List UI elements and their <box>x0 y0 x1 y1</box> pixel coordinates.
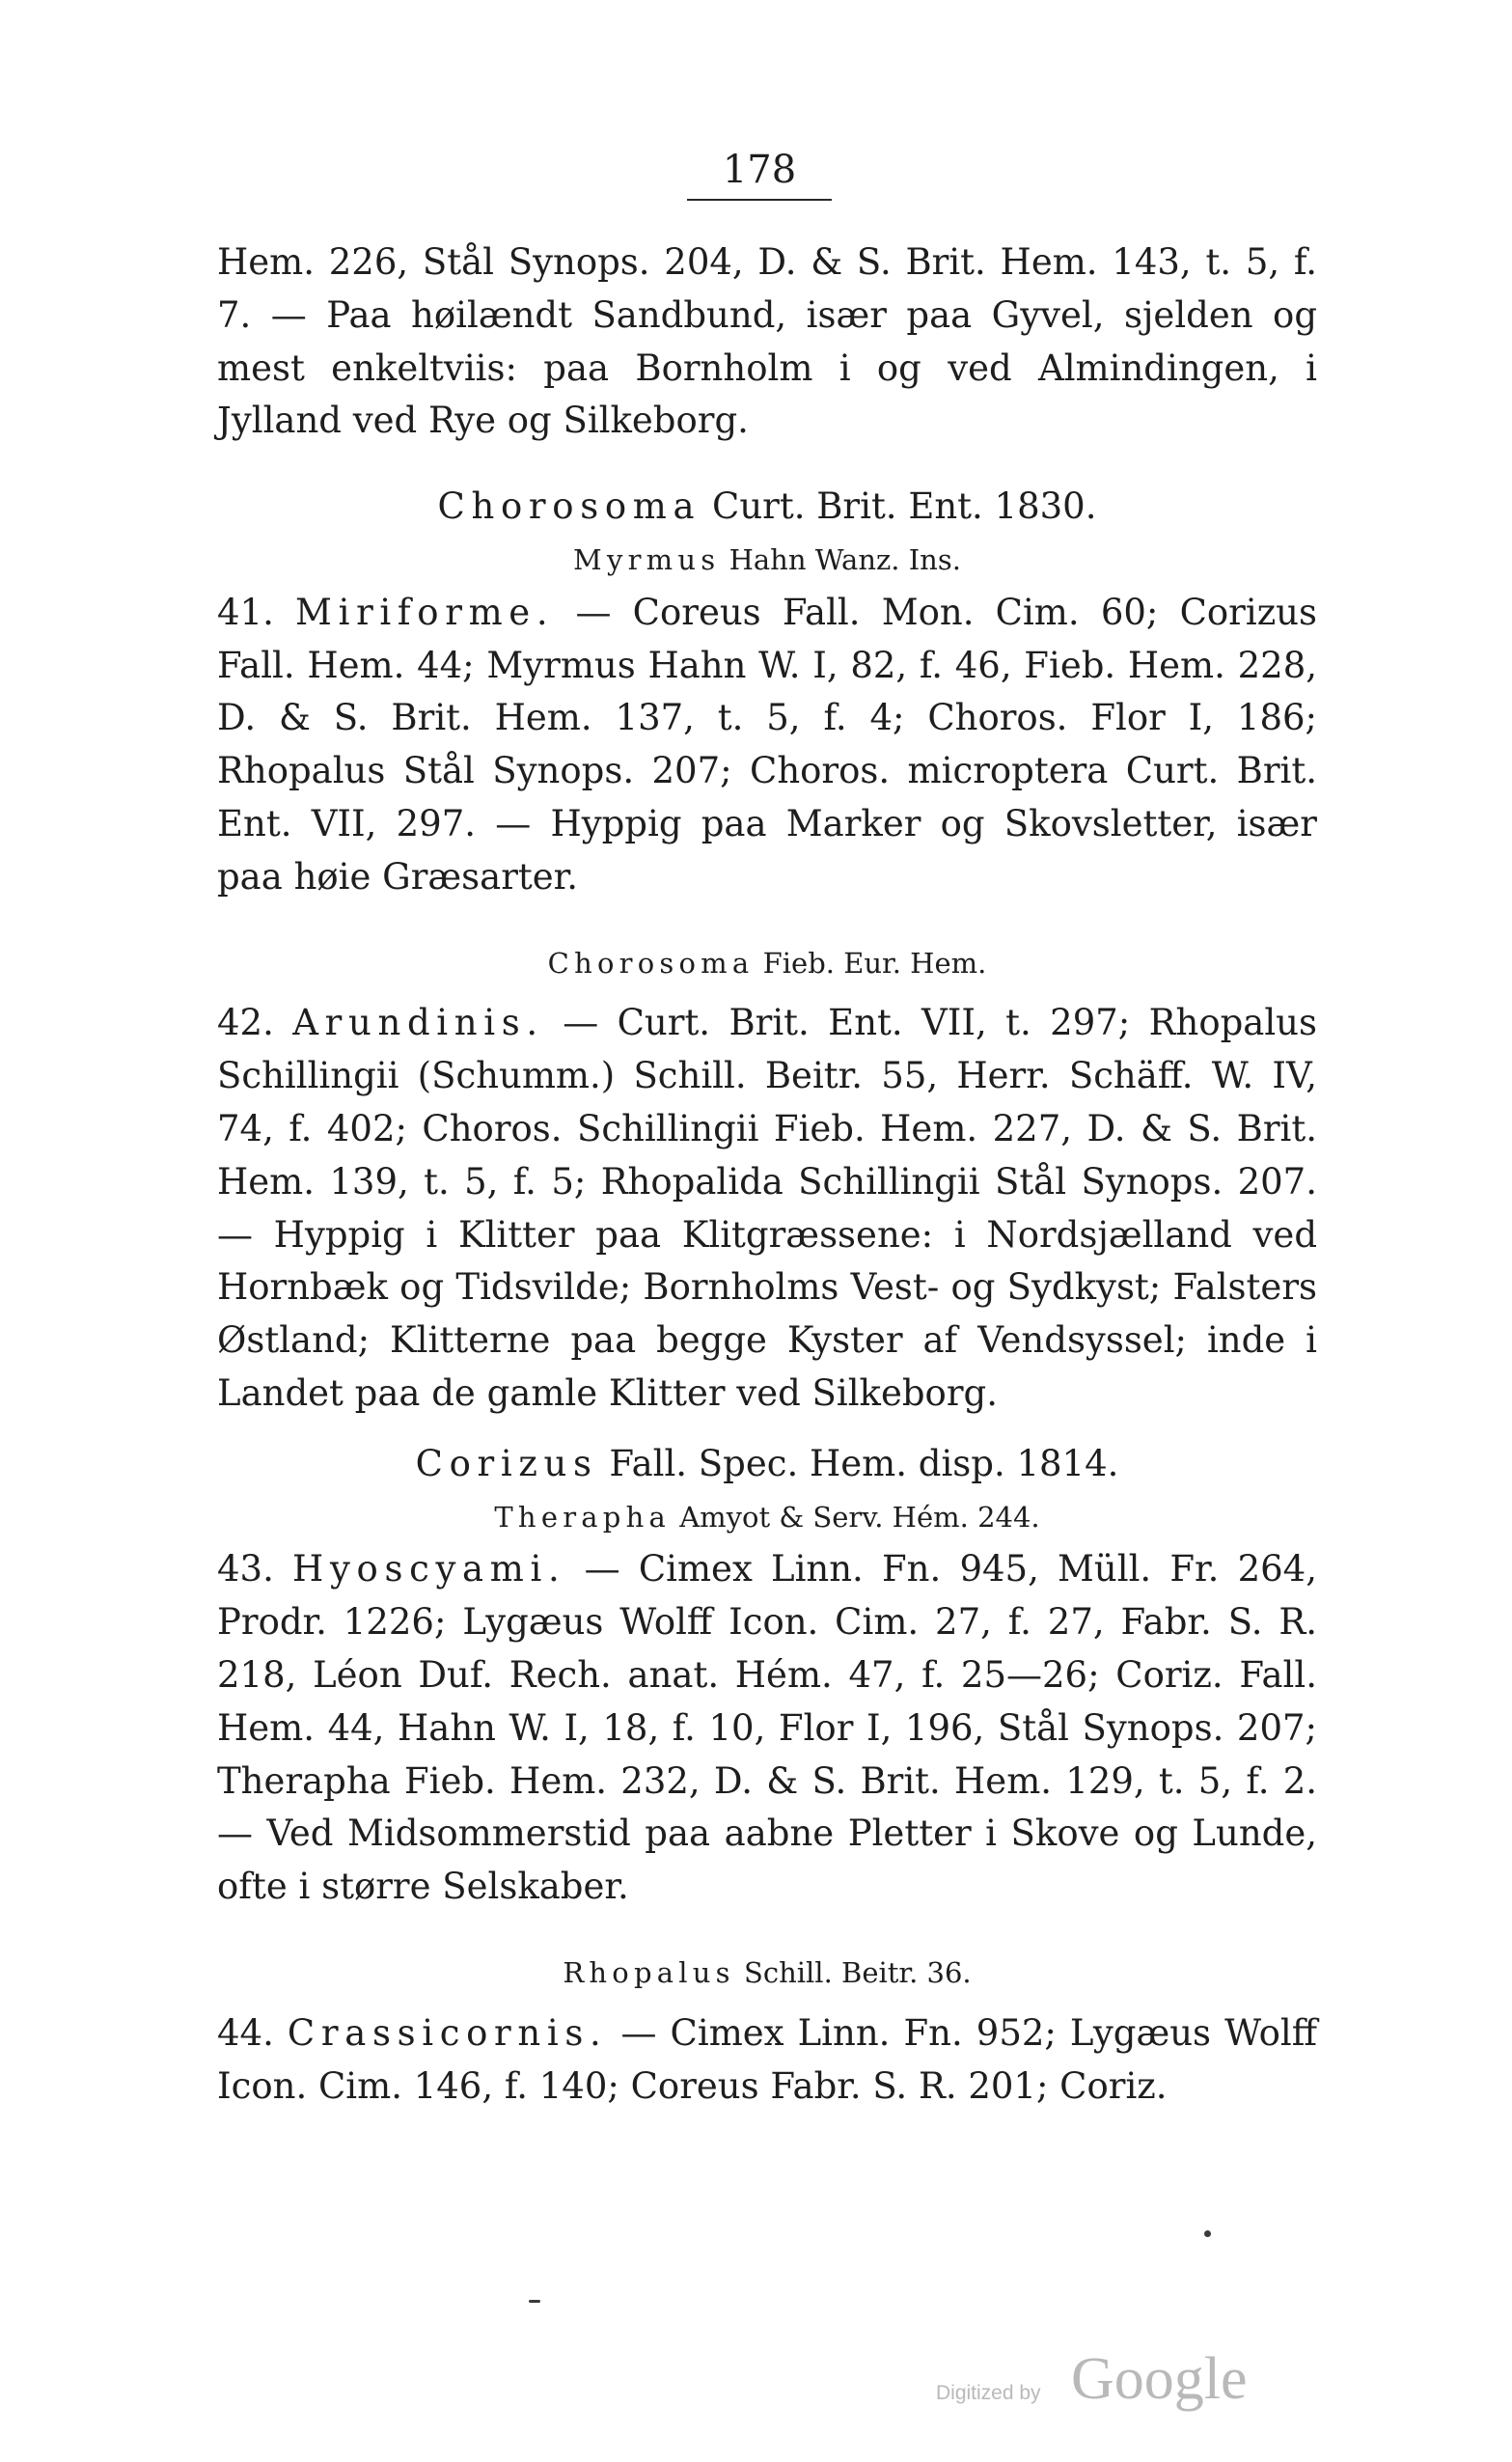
subgenus-name: Chorosoma <box>547 946 755 980</box>
species-entry-44 <box>217 2007 1317 2114</box>
subgenus-heading-chorosoma <box>217 937 1317 990</box>
subgenus-name: Therapha <box>494 1500 671 1534</box>
subgenus-citation: Fieb. Eur. Hem. <box>754 946 987 980</box>
species-entry-41 <box>217 587 1317 904</box>
page-body <box>217 236 1317 2113</box>
species-text: — Coreus Fall. Mon. Cim. 60; Corizus Fall. Hem. 44; Myrmus Hahn W. I, 82, f. 46, Fieb. Hem. 228, D. & S. Brit. Hem. 137, t. 5, f. 4; Choros. Flor I, 186; Rhopalus Stål Synops. 207; Choros. microptera Curt. Brit. Ent. VII, 297. — Hyppig paa Marker og Skovsletter, især paa høie Græsarter. <box>217 591 1318 898</box>
subgenus-name: Myrmus <box>573 542 721 576</box>
species-number: 42. <box>217 1002 293 1044</box>
subgenus-citation: Amyot & Serv. Hém. 244. <box>671 1500 1040 1534</box>
genus-citation: Curt. Brit. Ent. 1830. <box>701 485 1097 528</box>
page-number-rule <box>687 199 832 201</box>
genus-name: Chorosoma <box>437 485 701 528</box>
spacer <box>217 1421 1317 1438</box>
spacer <box>217 2000 1317 2007</box>
subgenus-citation: Hahn Wanz. Ins. <box>720 542 961 576</box>
watermark-prefix: Digitized by <box>936 2382 1041 2404</box>
paragraph-continuation: Hem. 226, Stål Synops. 204, D. & S. Brit. Hem. 143, t. 5, f. 7. — Paa høilændt Sandbund, især paa Gyvel, sjelden og mest enkeltviis: paa Bornholm i og ved Almindingen, i Jylland ved Rye og Silkeborg. <box>217 241 1317 442</box>
species-number: 43. <box>217 1548 293 1591</box>
subgenus-heading-rhopalus <box>217 1947 1317 2000</box>
spacer <box>217 448 1317 481</box>
species-name: Crassicornis. <box>287 2011 608 2054</box>
subgenus-name: Rhopalus <box>563 1955 735 1989</box>
subgenus-citation: Schill. Beitr. 36. <box>734 1955 972 1989</box>
species-number: 41. <box>217 591 296 633</box>
spacer <box>217 989 1317 997</box>
spacer <box>217 1914 1317 1947</box>
genus-name: Corizus <box>415 1442 598 1484</box>
species-text: — Cimex Linn. Fn. 945, Müll. Fr. 264, Prodr. 1226; Lygæus Wolff Icon. Cim. 27, f. 27, Fabr. S. R. 218, Léon Duf. Rech. anat. Hém. 47, f. 25—26; Coriz. Fall. Hem. 44, Hahn W. I, 18, f. 10, Flor I, 196, Stål Synops. 207; Therapha Fieb. Hem. 232, D. & S. Brit. Hem. 129, t. 5, f. 2. — Ved Midsommerstid paa aabne Pletter i Skove og Lunde, ofte i større Selskaber. <box>217 1548 1317 1908</box>
subgenus-heading-therapha <box>217 1491 1317 1544</box>
species-text: — Curt. Brit. Ent. VII, t. 297; Rhopalus Schillingii (Schumm.) Schill. Beitr. 55, Herr. Schäff. W. IV, 74, f. 402; Choros. Schillingii Fieb. Hem. 227, D. & S. Brit. Hem. 139, t. 5, f. 5; Rhopalida Schillingii Stål Synops. 207. — Hyppig i Klitter paa Klitgræssene: i Nordsjælland ved Hornbæk og Tidsvilde; Bornholms Vest- og Sydkyst; Falsters Østland; Klitterne paa begge Kyster af Vendsyssel; inde i Landet paa de gamle Klitter ved Silkeborg. <box>217 1002 1317 1414</box>
genus-citation: Fall. Spec. Hem. disp. 1814. <box>597 1442 1119 1484</box>
ink-speck <box>1204 2230 1211 2237</box>
species-entry-42 <box>217 997 1317 1420</box>
digitized-watermark <box>936 2345 1254 2413</box>
species-entry-43 <box>217 1543 1317 1914</box>
ink-speck <box>529 2300 540 2303</box>
page-number: 178 <box>722 148 797 192</box>
species-text: — Cimex Linn. Fn. 952; Lygæus Wolff Icon. Cim. 146, f. 140; Coreus Fabr. S. R. 201; Coriz. <box>217 2011 1318 2107</box>
species-name: Arundinis. <box>292 1002 544 1044</box>
subgenus-heading-myrmus <box>217 534 1317 587</box>
genus-heading-chorosoma <box>217 481 1317 534</box>
genus-heading-corizus <box>217 1438 1317 1491</box>
google-logo-text: Google <box>1071 2346 1248 2412</box>
species-name: Hyoscyami. <box>292 1548 566 1591</box>
species-number: 44. <box>217 2011 288 2054</box>
spacer <box>217 904 1317 937</box>
species-name: Miriforme. <box>295 591 555 633</box>
